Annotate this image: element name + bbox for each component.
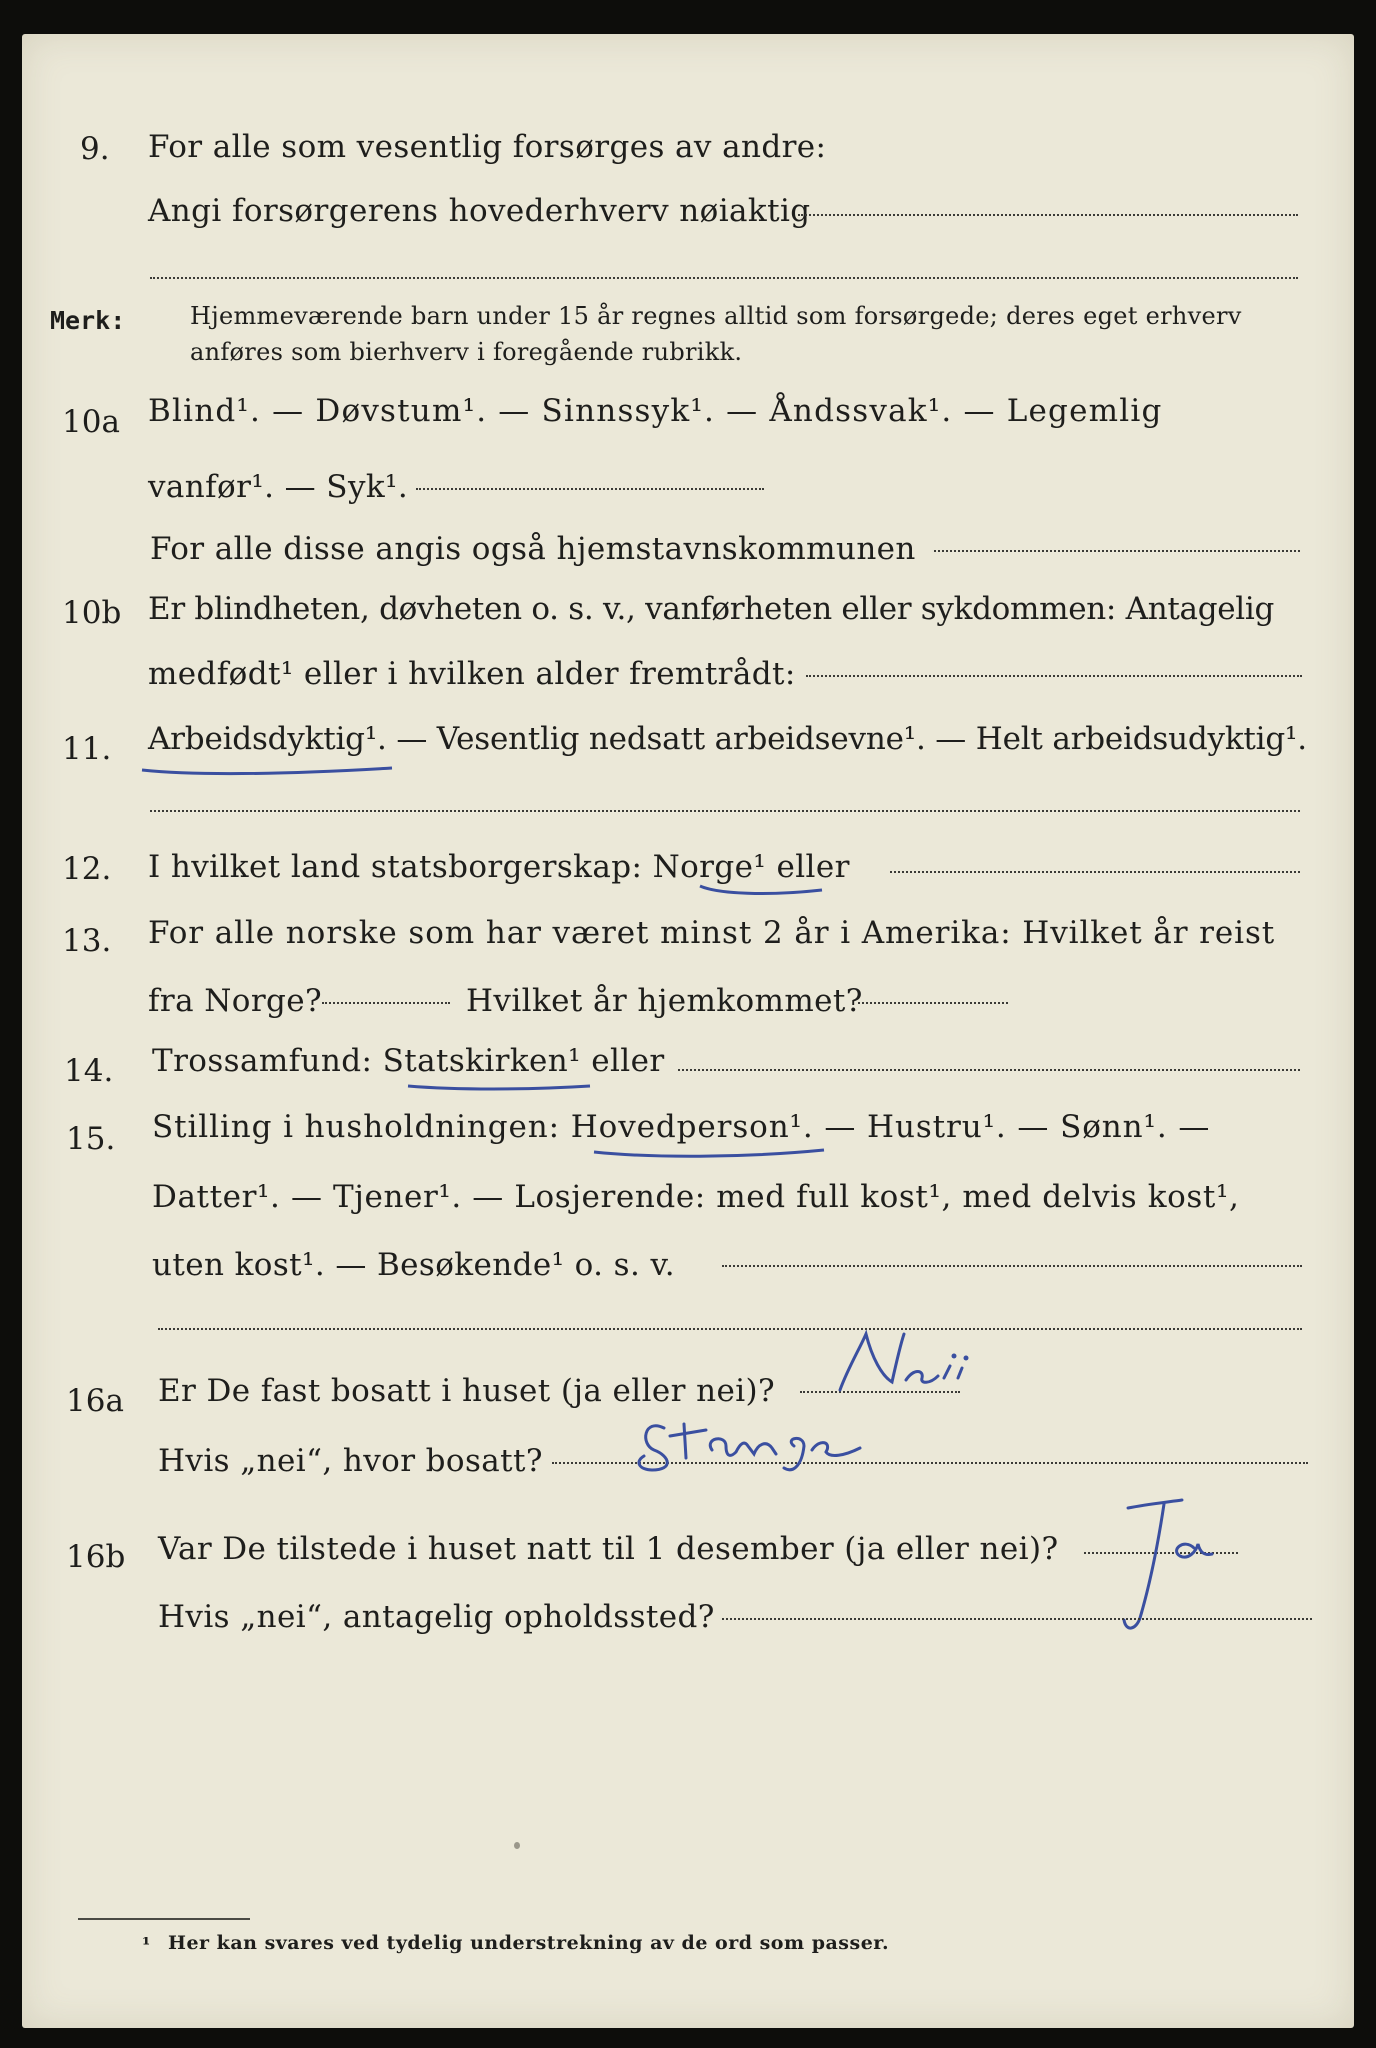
- q10b-line1: Er blindheten, døvheten o. s. v., vanførheten eller sykdommen: Antagelig: [148, 591, 1275, 627]
- q15-line3: uten kost¹. — Besøkende¹ o. s. v.: [152, 1247, 675, 1283]
- footnote-text: Her kan svares ved tydelig understrekning av de ord som passer.: [168, 1932, 890, 1954]
- q15-line2: Datter¹. — Tjener¹. — Losjerende: med full kost¹, med delvis kost¹,: [152, 1179, 1240, 1215]
- footnote-mark: ¹: [142, 1934, 151, 1956]
- q16b-line2: Hvis „nei“, antagelig opholdssted?: [158, 1599, 715, 1635]
- census-form-page: [22, 34, 1354, 2028]
- q13-line1: For alle norske som har været minst 2 år i Amerika: Hvilket år reist: [148, 915, 1276, 951]
- q11-answer-line: [150, 810, 1300, 812]
- q10a-hjemstavn-line: [934, 550, 1300, 552]
- q11-number: 11.: [62, 731, 112, 767]
- q13-hjemkommet-line: [858, 1002, 1008, 1004]
- q15-answer-line-2: [158, 1328, 1302, 1330]
- paper-speck: [514, 1842, 520, 1849]
- q14-underline-mark: [406, 1078, 596, 1098]
- q15-answer-line: [722, 1265, 1302, 1267]
- q10b-answer-line: [806, 675, 1302, 677]
- q15-number: 15.: [66, 1121, 116, 1157]
- merk-line1: Hjemmeværende barn under 15 år regnes alltid som forsørgede; deres eget erhverv: [190, 302, 1242, 330]
- q10a-line2: vanfør¹. — Syk¹.: [148, 469, 409, 505]
- q16a-line2: Hvis „nei“, hvor bosatt?: [158, 1443, 543, 1479]
- q11-line1: Arbeidsdyktig¹. — Vesentlig nedsatt arbeidsevne¹. — Helt arbeidsudyktig¹.: [148, 721, 1307, 757]
- q9-line2: Angi forsørgerens hovederhverv nøiaktig: [148, 193, 811, 229]
- q9-line1: For alle som vesentlig forsørges av andre:: [148, 129, 827, 165]
- footnote-rule: [78, 1918, 250, 1920]
- q16a-handwritten-answer-nei: [830, 1328, 1000, 1408]
- q9-answer-line: [798, 214, 1298, 216]
- q9-answer-line-2: [150, 277, 1298, 279]
- q13-line2b: Hvilket år hjemkommet?: [466, 983, 863, 1019]
- q16b-number: 16b: [66, 1539, 126, 1575]
- q14-number: 14.: [64, 1053, 114, 1089]
- q10a-number: 10a: [62, 404, 120, 440]
- q10a-line3: For alle disse angis også hjemstavnskommunen: [150, 531, 916, 567]
- q14-line1: Trossamfund: Statskirken¹ eller: [152, 1043, 665, 1079]
- q16a-handwritten-answer-stange: [634, 1404, 934, 1484]
- q13-number: 13.: [62, 923, 112, 959]
- q10b-number: 10b: [62, 595, 122, 631]
- q12-number: 12.: [62, 851, 112, 887]
- q9-number: 9.: [80, 131, 110, 167]
- q11-underline-mark: [140, 756, 400, 780]
- q14-answer-line: [678, 1069, 1300, 1071]
- q15-underline-mark: [592, 1144, 832, 1166]
- q16a-number: 16a: [66, 1383, 124, 1419]
- q13-reist-line: [322, 1002, 450, 1004]
- q10b-line2: medfødt¹ eller i hvilken alder fremtrådt:: [148, 656, 796, 692]
- q10a-answer-line: [416, 488, 764, 490]
- q12-line1: I hvilket land statsborgerskap: Norge¹ eller: [148, 849, 850, 885]
- q16b-line1: Var De tilstede i huset natt til 1 desember (ja eller nei)?: [158, 1531, 1059, 1567]
- q13-line2a: fra Norge?: [148, 983, 323, 1019]
- q15-line1: Stilling i husholdningen: Hovedperson¹. — Hustru¹. — Sønn¹. —: [152, 1109, 1211, 1145]
- q12-underline-mark: [698, 880, 828, 902]
- q16b-answer-line-2: [722, 1618, 1312, 1620]
- q16b-handwritten-answer-ja: [1108, 1494, 1238, 1644]
- q16a-line1: Er De fast bosatt i huset (ja eller nei)?: [158, 1373, 776, 1409]
- q12-answer-line: [890, 871, 1300, 873]
- q10a-line1: Blind¹. — Døvstum¹. — Sinnssyk¹. — Åndssvak¹. — Legemlig: [148, 393, 1163, 429]
- merk-line2: anføres som bierhverv i foregående rubrikk.: [190, 338, 743, 366]
- merk-label: Merk:: [50, 306, 126, 335]
